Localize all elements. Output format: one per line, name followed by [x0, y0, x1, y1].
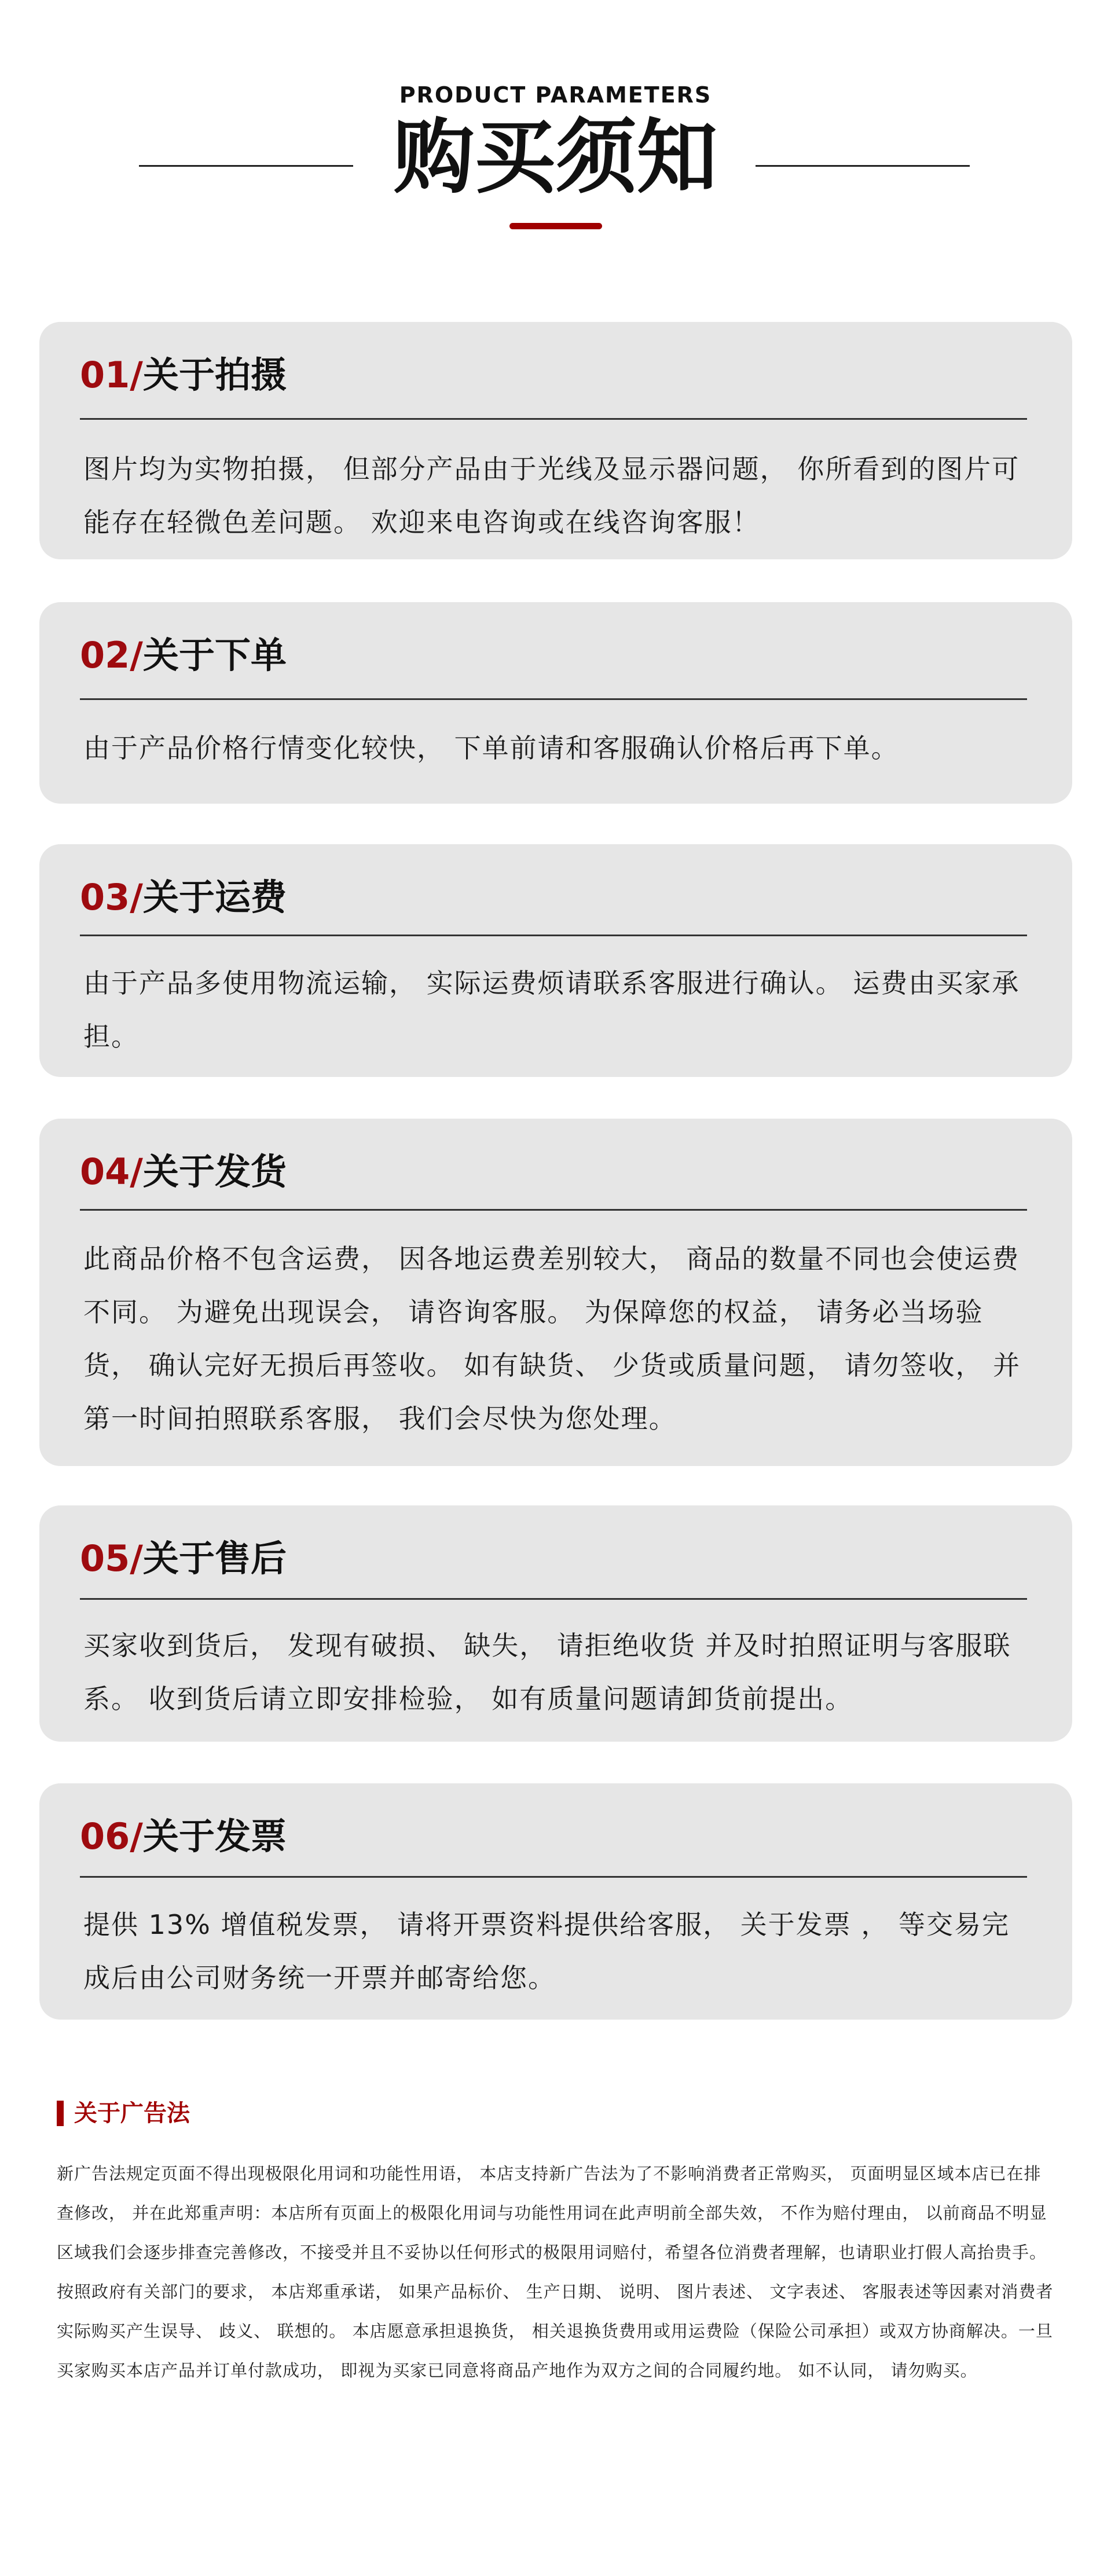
card-divider [80, 935, 1027, 936]
card-title [80, 1536, 287, 1582]
notice-card-after-sales [39, 1505, 1072, 1742]
notice-card-shooting [39, 322, 1072, 559]
ad-law-section [57, 2096, 1058, 2380]
card-title [80, 632, 287, 679]
header-accent-bar [509, 223, 602, 229]
card-divider [80, 1876, 1027, 1878]
ad-law-heading [57, 2096, 1058, 2131]
header-rule-right [756, 165, 970, 167]
card-title-text: 关于拍摄 [142, 354, 287, 396]
header-subtitle: PRODUCT PARAMETERS [399, 82, 712, 108]
card-body: 由于产品价格行情变化较快， 下单前请和客服确认价格后再下单。 [83, 732, 899, 764]
card-title [80, 1149, 287, 1195]
card-title-text: 关于运费 [142, 876, 287, 918]
notice-card-shipping-fee [39, 844, 1072, 1077]
notice-card-invoice [39, 1783, 1072, 2020]
page-title: 购买须知 [393, 111, 718, 205]
card-number: 03/ [80, 876, 143, 918]
notice-card-ordering [39, 602, 1072, 804]
card-body: 买家收到货后， 发现有破损、 缺失， 请拒绝收货 并及时拍照证明与客服联系。 收到货后请立即安排检验， 如有质量问题请卸货前提出。 [83, 1630, 1011, 1714]
card-title-text: 关于发货 [142, 1150, 287, 1193]
card-divider [80, 1598, 1027, 1600]
card-title [80, 352, 287, 398]
card-divider [80, 418, 1027, 420]
card-number: 01/ [80, 354, 143, 396]
ad-law-marker [57, 2101, 64, 2126]
card-body: 由于产品多使用物流运输， 实际运费烦请联系客服进行确认。 运费由买家承担。 [83, 968, 1020, 1052]
card-title-text: 关于售后 [142, 1537, 287, 1580]
card-divider [80, 698, 1027, 700]
card-title-text: 关于下单 [142, 634, 287, 676]
card-number: 05/ [80, 1537, 143, 1580]
card-number: 06/ [80, 1815, 143, 1857]
notice-card-delivery [39, 1119, 1072, 1466]
card-number: 02/ [80, 634, 143, 676]
ad-law-title: 关于广告法 [74, 2100, 190, 2127]
card-body: 此商品价格不包含运费， 因各地运费差别较大， 商品的数量不同也会使运费不同。 为避免出现误会， 请咨询客服。 为保障您的权益， 请务必当场验货， 确认完好无损后再签收。 如有缺货、 少货或质量问题， 请勿签收， 并第一时间拍照联系客服， 我们会尽快为您处理。 [83, 1243, 1021, 1434]
card-title [80, 874, 287, 921]
page-header [0, 0, 1111, 243]
card-body: 提供 13% 增值税发票， 请将开票资料提供给客服， 关于发票 ， 等交易完成后由公司财务统一开票并邮寄给您。 [83, 1909, 1010, 1994]
card-body: 图片均为实物拍摄， 但部分产品由于光线及显示器问题， 你所看到的图片可能存在轻微色差问题。 欢迎来电咨询或在线咨询客服！ [83, 453, 1020, 538]
card-divider [80, 1209, 1027, 1211]
card-number: 04/ [80, 1150, 143, 1193]
card-title-text: 关于发票 [142, 1815, 287, 1857]
card-title [80, 1813, 287, 1860]
ad-law-text: 新广告法规定页面不得出现极限化用词和功能性用语， 本店支持新广告法为了不影响消费者正常购买， 页面明显区域本店已在排查修改， 并在此郑重声明：本店所有页面上的极限化用词与功能性用词在此声明前全部失效， 不作为赔付理由， 以前商品不明显区域我们会逐步排查完善修改，不接受并且不妥协以任何形式的极限用词赔付，希望各位消费者理解，也请职业打假人高抬贵手。按照政府有关部门的要求， 本店郑重承诺， 如果产品标价、 生产日期、 说明、 图片表述、 文字表述、 客服表述等因素对消费者实际购买产生误导、 歧义、 联想的。 本店愿意承担退换货， 相关退换货费用或用运费险（保险公司承担）或双方协商解决。一旦买家购买本店产品并订单付款成功， 即视为买家已同意将商品产地作为双方之间的合同履约地。 如不认同， 请勿购买。 [57, 2164, 1054, 2380]
